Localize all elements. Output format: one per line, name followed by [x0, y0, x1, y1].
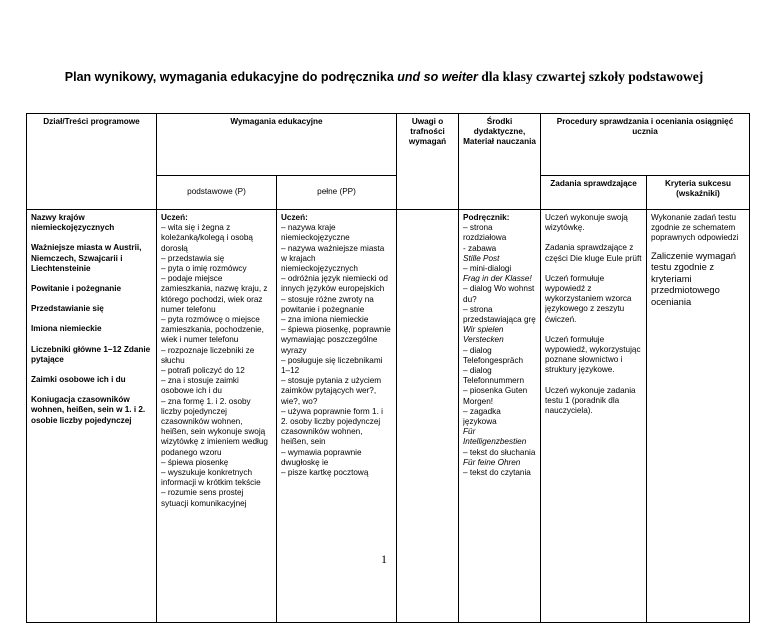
- dzial-item: Zaimki osobowe ich i du: [31, 375, 126, 385]
- pelne-line: – wymawia poprawnie dwugłoskę ie: [281, 447, 362, 467]
- dzial-item: Liczebniki główne 1–12 Zdanie pytające: [31, 344, 151, 364]
- srodki-line: Für feine Ohren: [463, 457, 521, 467]
- srodki-line: – strona rozdziałowa: [463, 223, 507, 243]
- pelne-line: – nazywa kraje niemieckojęzyczne: [281, 223, 350, 243]
- header-dzial: Dział/Treści programowe: [27, 114, 157, 210]
- srodki-line: - zabawa: [463, 243, 497, 253]
- podstawowe-line: – śpiewa piosenkę: [161, 457, 229, 467]
- pelne-line: – śpiewa piosenkę, poprawnie wymawiając poszczególne wyrazy: [281, 325, 391, 355]
- srodki-line: – mini-dialogi: [463, 264, 512, 274]
- podstawowe-line: – zna formę 1. i 2. osoby liczby pojedynczej czasowników wohnen, heißen, sein wykonuje swoją wizytówkę z imieniem według podanego wzoru: [161, 396, 268, 457]
- podstawowe-line: – pyta o imię rozmówcy: [161, 264, 247, 274]
- pelne-line: – stosuje pytania z użyciem zaimków pytających wer?, wie?, wo?: [281, 376, 382, 406]
- dzial-item: Koniugacja czasowników wohnen, heißen, sein w 1. i 2. osobie liczby pojedynczej: [31, 395, 146, 425]
- pelne-line: – używa poprawnie form 1. i 2. osoby liczby pojedynczej czasowników wohnen, heißen, sein: [281, 406, 383, 447]
- podstawowe-line: – zna i stosuje zaimki osobowe ich i du: [161, 376, 239, 396]
- zadanie-item: Zadania sprawdzające z części Die kluge Eule prüft: [545, 243, 642, 263]
- header-uwagi: Uwagi o trafności wymagań: [397, 114, 459, 210]
- dzial-item: Ważniejsze miasta w Austrii, Niemczech, Szwajcarii i Liechtensteinie: [31, 243, 142, 273]
- srodki-label: Podręcznik:: [463, 213, 510, 222]
- zadanie-item: Uczeń wykonuje swoją wizytówkę.: [545, 213, 628, 233]
- pelne-label: Uczeń:: [281, 213, 308, 222]
- zadanie-item: Uczeń formułuje wypowiedź, wykorzystując poznane słownictwo i struktury językowe.: [545, 334, 641, 375]
- dzial-item: Powitanie i pożegnanie: [31, 284, 122, 294]
- pelne-line: – pisze kartkę pocztową: [281, 468, 369, 478]
- title-part1: Plan wynikowy, wymagania edukacyjne do podręcznika: [64, 70, 398, 84]
- podstawowe-line: – podaje miejsce zamieszkania, nazwę kraju, z którego pochodzi, wiek oraz numer telefonu: [161, 274, 268, 314]
- srodki-line: – tekst do słuchania: [463, 447, 536, 457]
- header-podstawowe: podstawowe (P): [157, 176, 277, 210]
- srodki-line: – dialog Telefonnummern: [463, 366, 524, 386]
- header-pelne: pełne (PP): [277, 176, 397, 210]
- podstawowe-line: – przedstawia się: [161, 253, 225, 263]
- srodki-line: Frag in der Klasse!: [463, 274, 532, 284]
- podstawowe-label: Uczeń:: [161, 213, 188, 222]
- dzial-item: Przedstawianie się: [31, 304, 104, 314]
- zadanie-item: Uczeń wykonuje zadania testu 1 (poradnik dla nauczyciela).: [545, 385, 636, 416]
- pelne-line: – posługuje się liczebnikami 1–12: [281, 355, 383, 376]
- podstawowe-line: – wita się i żegna z koleżanką/kolegą i osobą dorosłą: [161, 223, 253, 253]
- dzial-item: Imiona niemieckie: [31, 324, 102, 334]
- kryterium-item: Zaliczenie wymagań testu zgodnie z kryteriami przedmiotowego oceniania: [651, 249, 736, 307]
- header-srodki: Środki dydaktyczne, Materiał nauczania: [459, 114, 541, 210]
- srodki-line: – strona przedstawiająca grę: [463, 304, 536, 325]
- dzial-item: Nazwy krajów niemieckojęzycznych: [31, 213, 115, 233]
- zadanie-item: Uczeń formułuje wypowiedź z wykorzystaniem wzorca językowego z zeszytu ćwiczeń.: [545, 273, 632, 324]
- pelne-line: – odróżnia język niemiecki od innych języków europejskich: [281, 274, 388, 294]
- srodki-line: – tekst do czytania: [463, 468, 531, 478]
- page-title: [0, 69, 768, 85]
- requirements-table: [26, 113, 750, 623]
- srodki-line: – dialog Telefongespräch: [463, 345, 524, 365]
- kryterium-item: Wykonanie zadań testu zgodnie ze schematem poprawnych odpowiedzi: [651, 213, 739, 243]
- srodki-line: – piosenka Guten Morgen!: [463, 386, 528, 406]
- header-zadania: Zadania sprawdzające: [541, 176, 647, 210]
- srodki-line: Wir spielen Verstecken: [463, 325, 504, 345]
- podstawowe-line: – potrafi policzyć do 12: [161, 366, 245, 376]
- header-kryteria: Kryteria sukcesu (wskaźniki): [647, 176, 750, 210]
- header-wymagania: Wymagania edukacyjne: [157, 114, 397, 176]
- page-number: 1: [381, 552, 387, 566]
- pelne-line: – stosuje różne zwroty na powitanie i pożegnanie: [281, 294, 374, 314]
- srodki-line: – dialog Wo wohnst du?: [463, 284, 535, 304]
- podstawowe-line: – wyszukuje konkretnych informacji w krótkim tekście: [161, 468, 261, 488]
- title-part2: dla klasy czwartej szkoły podstawowej: [477, 69, 704, 84]
- srodki-line: Stille Post: [463, 253, 500, 263]
- title-italic: und so weiter: [397, 70, 478, 84]
- podstawowe-line: – rozumie sens prostej sytuacji komunikacyjnej: [161, 488, 247, 508]
- srodki-line: – zagadka językowa: [463, 406, 501, 427]
- podstawowe-line: – pyta rozmówcę o miejsce zamieszkania, pochodzenie, wiek i numer telefonu: [161, 315, 264, 345]
- header-procedury: Procedury sprawdzania i oceniania osiągnięć ucznia: [541, 114, 750, 176]
- pelne-line: – zna imiona niemieckie: [281, 315, 369, 325]
- pelne-line: – nazywa ważniejsze miasta w krajach niemieckojęzycznych: [281, 243, 385, 274]
- srodki-line: Für Intelligenzbestien: [463, 427, 527, 447]
- podstawowe-line: – rozpoznaje liczebniki ze słuchu: [161, 345, 255, 365]
